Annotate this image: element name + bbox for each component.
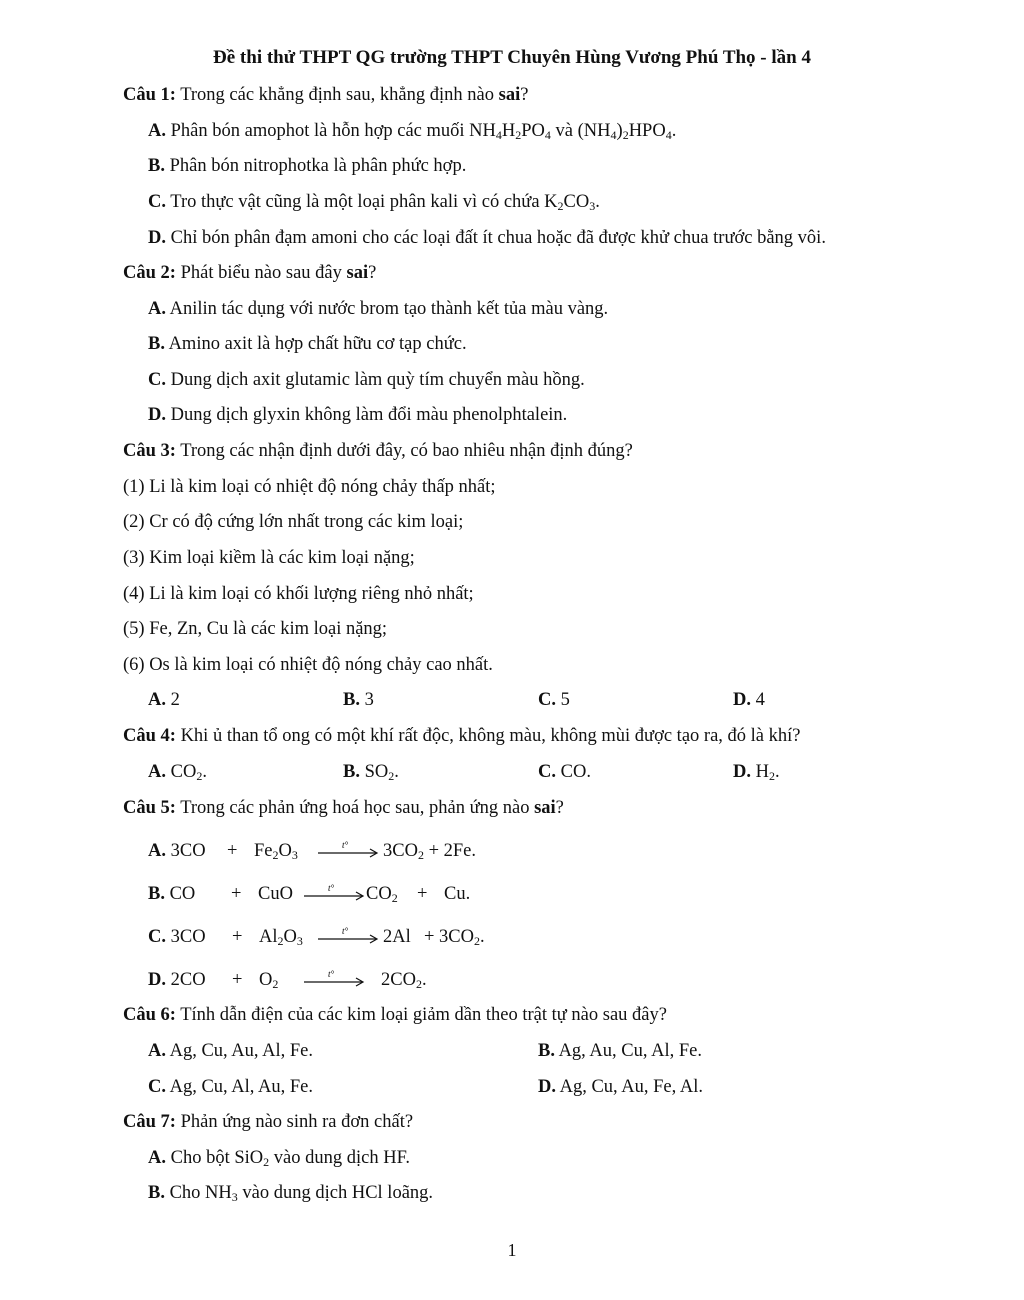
option-text: và (NH	[550, 121, 611, 141]
statement-item: (3) Kim loại kiềm là các kim loại nặng;	[123, 548, 415, 568]
arrow-condition: t°	[342, 839, 349, 850]
option-text: .	[671, 121, 677, 141]
option-text: vào dung dịch HCl loãng.	[237, 1183, 434, 1203]
answer-option	[148, 1076, 313, 1098]
formula-text: 2CO	[381, 970, 416, 990]
subscript: 2	[272, 848, 279, 862]
question-label: Câu 1:	[123, 85, 176, 105]
plus-sign: +	[232, 927, 243, 947]
product: Cu.	[444, 884, 471, 904]
question-end: ?	[555, 798, 564, 818]
option-label: B.	[538, 1041, 555, 1061]
option-label: A.	[148, 762, 166, 782]
answer-option	[148, 369, 585, 391]
question-6	[123, 1004, 667, 1026]
option-label: C.	[538, 762, 556, 782]
option-label: C.	[538, 690, 556, 710]
page-title: Đề thi thử THPT QG trường THPT Chuyên Hùng Vương Phú Thọ - lần 4	[213, 47, 811, 68]
product	[383, 840, 476, 862]
option-text: CO.	[556, 762, 591, 782]
subscript: 2	[391, 891, 398, 905]
option-label: A.	[148, 1148, 166, 1168]
question-text: Tính dẫn điện của các kim loại giảm dần theo trật tự nào sau đây?	[175, 1005, 667, 1025]
plus-sign: +	[227, 841, 238, 861]
subscript: 2	[415, 977, 422, 991]
option-text: Dung dịch axit glutamic làm quỳ tím chuyển màu hồng.	[166, 370, 585, 390]
question-text: Trong các khẳng định sau, khẳng định nào	[175, 85, 499, 105]
option-text: Chỉ bón phân đạm amoni cho các loại đất ít chua hoặc đã được khử chua trước bằng vôi.	[166, 228, 826, 248]
option-label: D.	[148, 970, 166, 990]
reaction-arrow-icon	[300, 881, 368, 903]
option-label: B.	[148, 1183, 165, 1203]
question-1	[123, 84, 528, 106]
question-label: Câu 3:	[123, 441, 176, 461]
option-label: D.	[733, 690, 751, 710]
option-label: B.	[148, 156, 165, 176]
option-label: A.	[148, 299, 166, 319]
answer-option	[148, 761, 207, 783]
answer-option	[343, 761, 399, 783]
option-label: C.	[148, 927, 166, 947]
arrow-condition: t°	[342, 925, 349, 936]
option-label: B.	[148, 334, 165, 354]
subscript: 3	[291, 848, 298, 862]
reactant	[254, 840, 298, 862]
reaction-option	[148, 840, 206, 862]
product: 2Al	[383, 927, 411, 947]
product	[381, 969, 427, 991]
option-text: )	[616, 121, 623, 141]
option-label: D.	[148, 405, 166, 425]
answer-option	[538, 761, 591, 783]
page-number: 1	[507, 1240, 517, 1260]
formula-text: + 3CO	[424, 927, 475, 947]
arrow-condition: t°	[328, 968, 335, 979]
subscript: 2	[557, 199, 564, 213]
subscript: 2	[263, 1155, 270, 1169]
formula-text: Al	[259, 927, 278, 947]
question-emphasis: sai	[498, 85, 521, 105]
formula-text: O	[283, 927, 297, 947]
answer-option	[148, 227, 826, 249]
question-7	[123, 1111, 413, 1133]
question-label: Câu 2:	[123, 263, 176, 283]
subscript: 4	[665, 128, 672, 142]
option-label: C.	[148, 1077, 166, 1097]
option-text: 4	[751, 690, 765, 710]
answer-option	[148, 120, 676, 142]
subscript: 2	[417, 848, 424, 862]
answer-option	[538, 689, 570, 711]
answer-option	[148, 191, 600, 213]
product	[366, 883, 398, 905]
option-text: Amino axit là hợp chất hữu cơ tạp chức.	[164, 334, 467, 354]
reaction-option	[148, 926, 206, 948]
option-text: Anilin tác dụng với nước brom tạo thành kết tủa màu vàng.	[166, 299, 609, 319]
answer-option	[148, 1147, 410, 1169]
option-label: A.	[148, 1041, 166, 1061]
reactant: CO	[164, 884, 196, 904]
option-text: Phân bón nitrophotka là phân phức hợp.	[164, 156, 467, 176]
formula-text: 3CO	[383, 841, 418, 861]
answer-option	[148, 1182, 433, 1204]
formula-text: Fe	[254, 841, 273, 861]
option-label: B.	[148, 884, 165, 904]
option-label: A.	[148, 841, 166, 861]
formula-text: CO	[366, 884, 392, 904]
reactant: 2CO	[166, 970, 206, 990]
option-text: Cho bột SiO	[166, 1148, 264, 1168]
plus-sign: +	[231, 884, 242, 904]
option-text: Ag, Cu, Au, Fe, Al.	[556, 1077, 703, 1097]
option-text: 5	[556, 690, 570, 710]
formula-text: O	[259, 970, 273, 990]
option-text: CO	[166, 762, 197, 782]
option-text: SO	[359, 762, 389, 782]
reactant	[259, 926, 303, 948]
option-text: vào dung dịch HF.	[269, 1148, 411, 1168]
subscript: 4	[544, 128, 551, 142]
question-text: Phản ứng nào sinh ra đơn chất?	[175, 1112, 414, 1132]
option-label: C.	[148, 192, 166, 212]
subscript: 2	[769, 769, 775, 783]
subscript: 3	[231, 1190, 238, 1204]
option-text: 2	[166, 690, 180, 710]
option-text: Ag, Au, Cu, Al, Fe.	[554, 1041, 702, 1061]
reactant: 3CO	[166, 927, 206, 947]
subscript: 2	[272, 977, 279, 991]
answer-option	[148, 689, 180, 711]
question-end: ?	[520, 85, 529, 105]
statement-item: (6) Os là kim loại có nhiệt độ nóng chảy cao nhất.	[123, 655, 493, 675]
reactant: 3CO	[166, 841, 206, 861]
answer-option	[538, 1076, 703, 1098]
option-text: H	[501, 121, 516, 141]
question-text: Trong các phản ứng hoá học sau, phản ứng nào	[175, 798, 535, 818]
formula-text: + 2Fe.	[423, 841, 477, 861]
answer-option	[148, 333, 467, 355]
answer-option	[148, 404, 567, 426]
option-text: .	[595, 192, 600, 212]
product	[424, 926, 485, 948]
plus-sign: +	[417, 884, 428, 904]
question-label: Câu 7:	[123, 1112, 176, 1132]
question-label: Câu 6:	[123, 1005, 176, 1025]
question-5	[123, 797, 564, 819]
question-text: Phát biểu nào sau đây	[175, 263, 347, 283]
question-end: ?	[368, 263, 377, 283]
reaction-arrow-icon	[314, 838, 382, 860]
arrow-condition: t°	[328, 882, 335, 893]
option-label: A.	[148, 121, 166, 141]
subscript: 2	[196, 769, 203, 783]
question-emphasis: sai	[534, 798, 556, 818]
reaction-arrow-icon	[300, 967, 368, 989]
question-text: Trong các nhận định dưới đây, có bao nhiêu nhận định đúng?	[175, 441, 633, 461]
reaction-arrow-icon	[314, 924, 382, 946]
question-emphasis: sai	[346, 263, 369, 283]
reactant	[259, 969, 278, 991]
option-label: A.	[148, 690, 166, 710]
answer-option	[733, 689, 765, 711]
option-label: D.	[733, 762, 751, 782]
answer-option	[538, 1040, 702, 1062]
subscript: 3	[589, 199, 596, 213]
subscript: 2	[622, 128, 629, 142]
plus-sign: +	[232, 970, 243, 990]
statement-item: (4) Li là kim loại có khối lượng riêng nhỏ nhất;	[123, 584, 474, 604]
option-text: Tro thực vật cũng là một loại phân kali vì có chứa K	[166, 192, 558, 212]
option-text: .	[202, 762, 207, 782]
option-text: Dung dịch glyxin không làm đổi màu phenolphtalein.	[166, 405, 568, 425]
formula-text: .	[421, 970, 427, 990]
subscript: 2	[474, 934, 481, 948]
formula-text: .	[480, 927, 485, 947]
question-3	[123, 440, 633, 462]
option-text: CO	[563, 192, 590, 212]
formula-text: O	[278, 841, 292, 861]
subscript: 2	[277, 934, 284, 948]
option-text: HPO	[628, 121, 666, 141]
option-label: D.	[148, 228, 166, 248]
reactant: CuO	[258, 884, 293, 904]
option-label: B.	[343, 690, 360, 710]
statement-item: (2) Cr có độ cứng lớn nhất trong các kim loại;	[123, 512, 464, 532]
option-text: PO	[521, 121, 545, 141]
subscript: 2	[515, 128, 522, 142]
option-label: B.	[343, 762, 360, 782]
question-4	[123, 725, 800, 747]
reaction-option	[148, 883, 195, 905]
option-text: H	[751, 762, 769, 782]
question-label: Câu 5:	[123, 798, 176, 818]
option-text: Ag, Cu, Au, Al, Fe.	[166, 1041, 313, 1061]
option-text: .	[775, 762, 780, 782]
subscript: 3	[296, 934, 303, 948]
question-2	[123, 262, 376, 284]
question-label: Câu 4:	[123, 726, 176, 746]
option-text: .	[394, 762, 399, 782]
option-text: Ag, Cu, Al, Au, Fe.	[166, 1077, 313, 1097]
answer-option	[148, 298, 608, 320]
option-text: Cho NH	[164, 1183, 232, 1203]
answer-option	[733, 761, 780, 783]
subscript: 2	[388, 769, 395, 783]
question-text: Khi ủ than tổ ong có một khí rất độc, không màu, không mùi được tạo ra, đó là khí?	[175, 726, 801, 746]
subscript: 4	[610, 128, 617, 142]
subscript: 4	[495, 128, 502, 142]
statement-item: (5) Fe, Zn, Cu là các kim loại nặng;	[123, 619, 388, 639]
answer-option	[343, 689, 374, 711]
option-label: D.	[538, 1077, 556, 1097]
option-text: Phân bón amophot là hỗn hợp các muối NH	[166, 121, 496, 141]
answer-option	[148, 1040, 313, 1062]
option-text: 3	[359, 690, 374, 710]
reaction-option	[148, 969, 206, 991]
option-label: C.	[148, 370, 166, 390]
answer-option	[148, 155, 466, 177]
statement-item: (1) Li là kim loại có nhiệt độ nóng chảy thấp nhất;	[123, 477, 496, 497]
